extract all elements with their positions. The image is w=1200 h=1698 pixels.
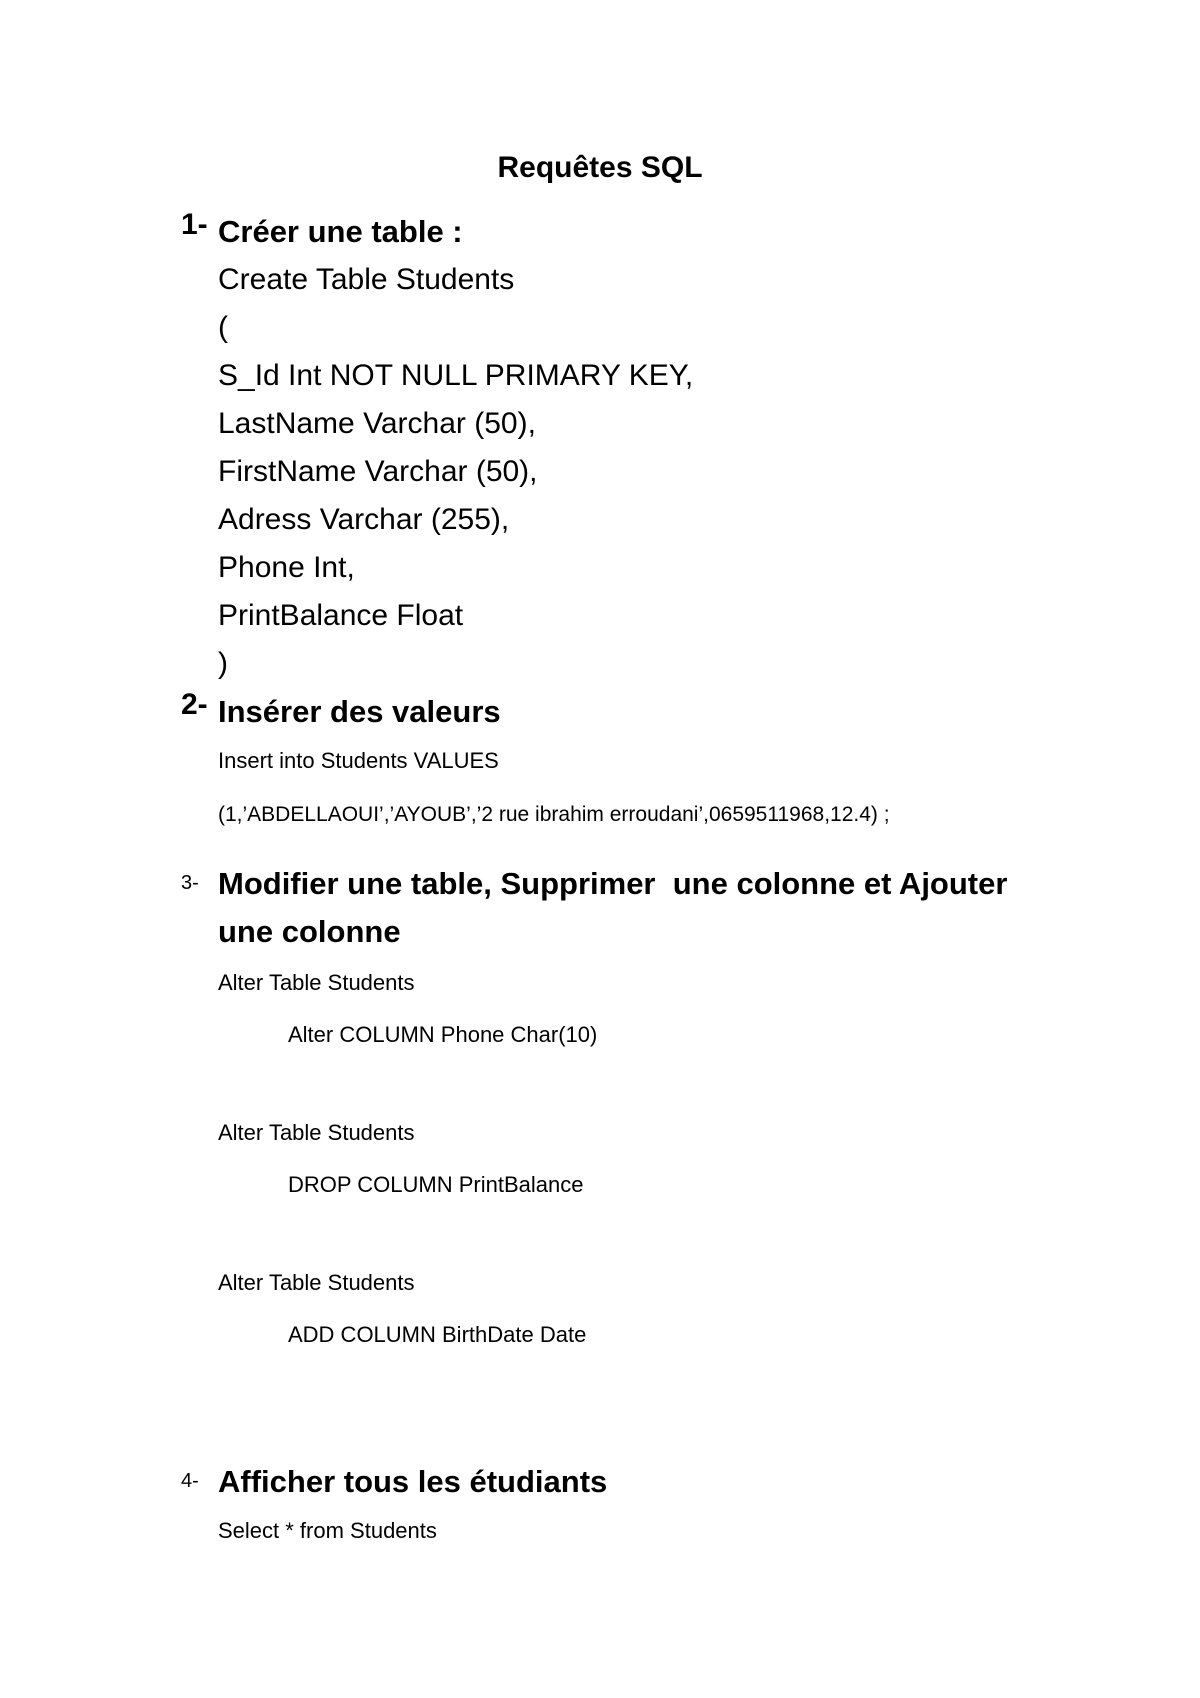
code-line: Insert into Students VALUES bbox=[218, 748, 499, 773]
section-heading bbox=[218, 860, 1101, 956]
code-block bbox=[218, 256, 1101, 688]
code-line: ) bbox=[218, 647, 228, 680]
section-create-table bbox=[181, 208, 1101, 688]
alter-statement bbox=[181, 1268, 1101, 1350]
code-line: Alter Table Students bbox=[218, 970, 415, 995]
code-line: S_Id Int NOT NULL PRIMARY KEY, bbox=[218, 359, 694, 392]
code-line: Alter COLUMN Phone Char(10) bbox=[288, 1022, 598, 1047]
code-line: Create Table Students bbox=[218, 263, 515, 296]
section-heading: Créer une table : bbox=[218, 214, 463, 249]
section-select-all bbox=[181, 1458, 1101, 1546]
section-heading: Afficher tous les étudiants bbox=[218, 1464, 608, 1499]
alter-statement bbox=[181, 968, 1101, 1050]
alter-statement bbox=[181, 1118, 1101, 1200]
code-line: DROP COLUMN PrintBalance bbox=[288, 1172, 584, 1197]
section-number: 1- bbox=[181, 208, 208, 241]
section-alter-table bbox=[181, 860, 1101, 1350]
section-heading: Insérer des valeurs bbox=[218, 694, 501, 729]
code-line: ADD COLUMN BirthDate Date bbox=[288, 1322, 587, 1347]
code-line: Select * from Students bbox=[218, 1518, 437, 1543]
code-line: (1,’ABDELLAOUI’,’AYOUB’,’2 rue ibrahim erroudani’,0659511968,12.4) ; bbox=[218, 803, 890, 826]
section-number: 3- bbox=[181, 872, 199, 894]
code-line: ( bbox=[218, 311, 228, 344]
heading-line: une colonne bbox=[218, 914, 401, 949]
code-line: FirstName Varchar (50), bbox=[218, 455, 538, 488]
section-insert-values bbox=[181, 688, 1101, 830]
code-line: LastName Varchar (50), bbox=[218, 407, 536, 440]
page-title: Requêtes SQL bbox=[497, 151, 703, 184]
section-number: 4- bbox=[181, 1470, 199, 1492]
code-line: Alter Table Students bbox=[218, 1270, 415, 1295]
code-line: Alter Table Students bbox=[218, 1120, 415, 1145]
section-number: 2- bbox=[181, 688, 208, 721]
code-block bbox=[218, 746, 1101, 830]
code-line: PrintBalance Float bbox=[218, 599, 464, 632]
code-line: Adress Varchar (255), bbox=[218, 503, 510, 536]
code-line: Phone Int, bbox=[218, 551, 355, 584]
heading-line: Modifier une table, Supprimer une colonne et Ajouter bbox=[218, 866, 1008, 901]
